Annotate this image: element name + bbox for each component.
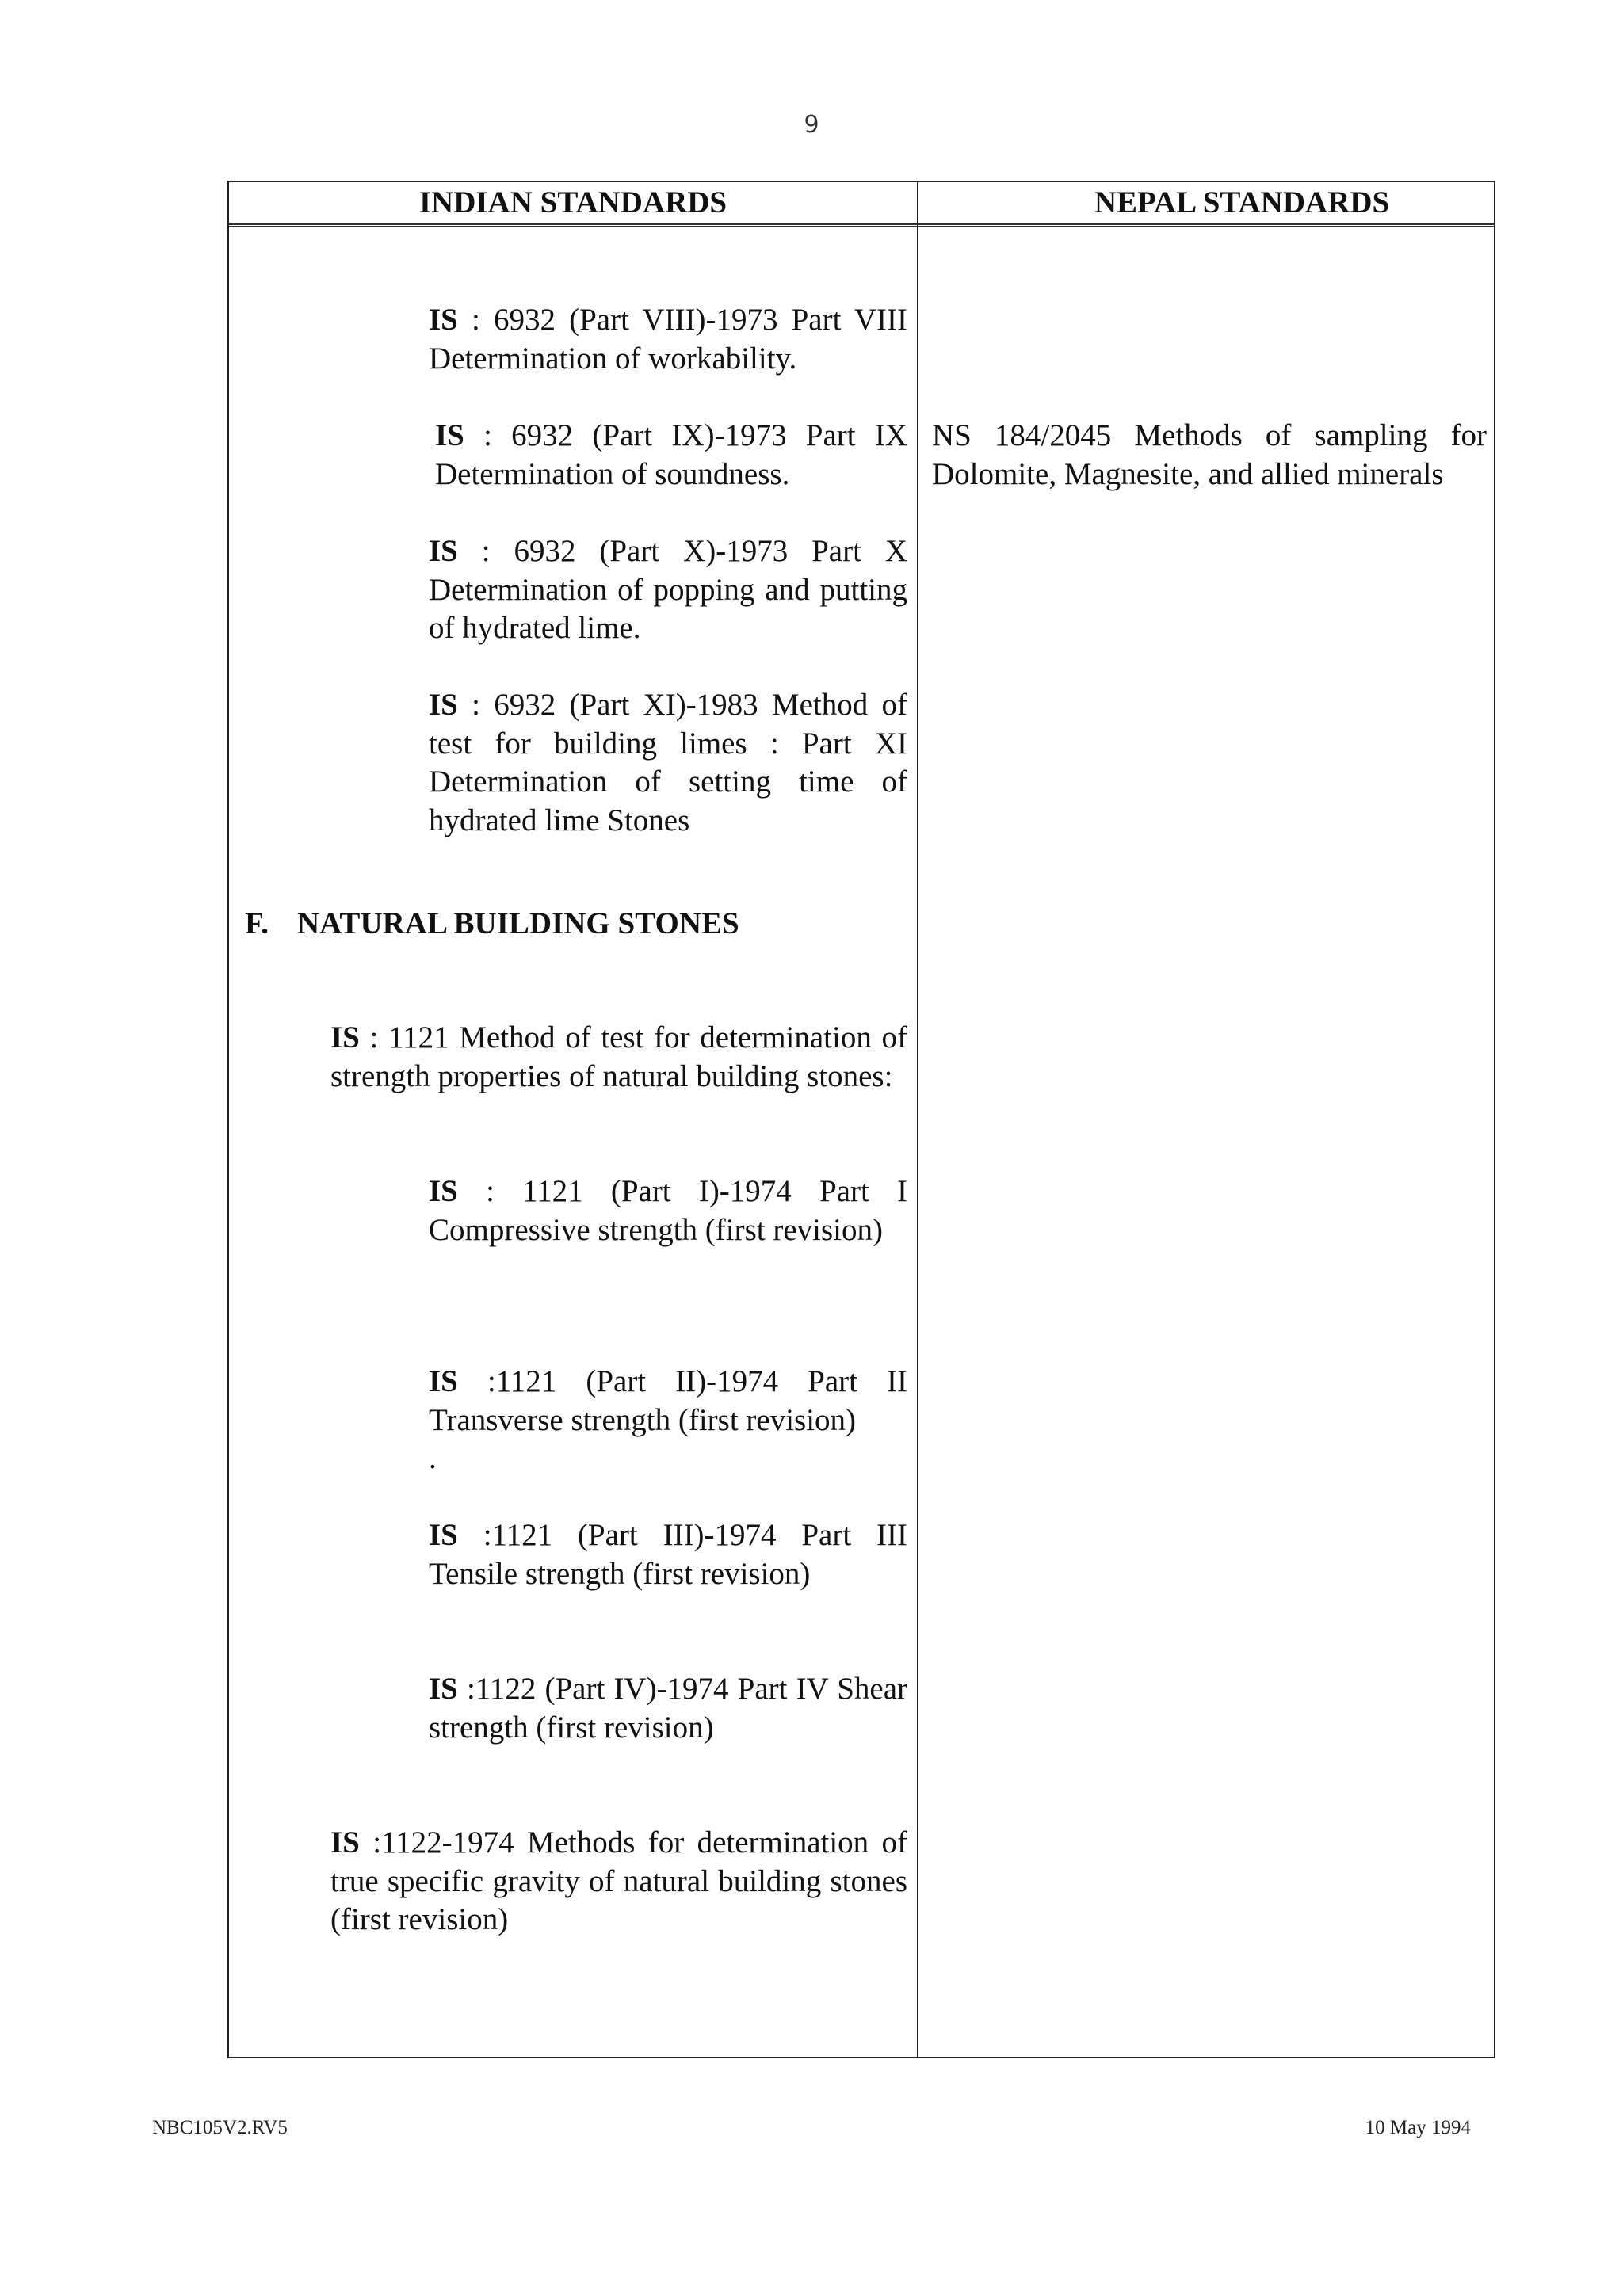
list-item [429,1363,907,1478]
list-item [429,301,907,378]
trailing-period: . [429,1441,437,1475]
section-heading [245,905,739,943]
standards-table [227,181,1495,2058]
standard-description: : 6932 (Part X)-1973 Part X Determination of popping and putting of hydrated lime. [429,534,907,645]
standard-code: IS [429,688,458,722]
list-item [429,1670,907,1747]
standard-description: :1122-1974 Methods for determination of true specific gravity of natural building stones (first revision) [330,1825,907,1936]
standard-description: : 6932 (Part XI)-1983 Method of test for building limes : Part XI Determination of setting time of hydrated lime Stones [429,688,907,837]
footer-document-id: NBC105V2.RV5 [152,2117,288,2138]
standard-code: IS [330,1825,360,1859]
header-indian-standards: INDIAN STANDARDS [418,185,727,219]
standard-code: IS [330,1020,360,1055]
standard-code: IS [429,1174,458,1208]
standard-description: :1122 (Part IV)-1974 Part IV Shear strength (first revision) [429,1672,907,1745]
standard-code: IS [435,418,464,452]
table-header-row [229,182,1494,227]
standard-description: : 6932 (Part VIII)-1973 Part VIII Determination of workability. [429,303,907,376]
list-item [330,1824,907,1939]
nepal-standard-description: NS 184/2045 Methods of sampling for Dolomite, Magnesite, and allied minerals [932,418,1487,491]
standard-description: : 6932 (Part IX)-1973 Part IX Determination of soundness. [435,418,907,491]
standard-description: :1121 (Part III)-1974 Part III Tensile strength (first revision) [429,1518,907,1591]
list-item [435,417,907,494]
standard-description: : 1121 Method of test for determination of strength properties of natural building stones: [330,1020,907,1093]
standard-code: IS [429,534,458,568]
list-item [429,532,907,648]
list-item [932,417,1487,494]
header-nepal-standards: NEPAL STANDARDS [1094,185,1390,219]
footer-date: 10 May 1994 [1365,2117,1471,2138]
list-item [429,686,907,840]
page-number: 9 [804,111,819,139]
column-divider [917,182,918,2057]
section-title: NATURAL BUILDING STONES [297,906,739,940]
standard-code: IS [429,1364,458,1398]
standard-description: : 1121 (Part I)-1974 Part I Compressive strength (first revision) [429,1174,907,1247]
list-item [429,1173,907,1249]
standard-code: IS [429,303,458,337]
standard-code: IS [429,1672,458,1706]
standard-code: IS [429,1518,458,1552]
section-letter: F. [245,906,269,940]
standard-description: :1121 (Part II)-1974 Part II Transverse strength (first revision) [429,1364,907,1437]
list-item [429,1516,907,1593]
list-item [330,1019,907,1096]
